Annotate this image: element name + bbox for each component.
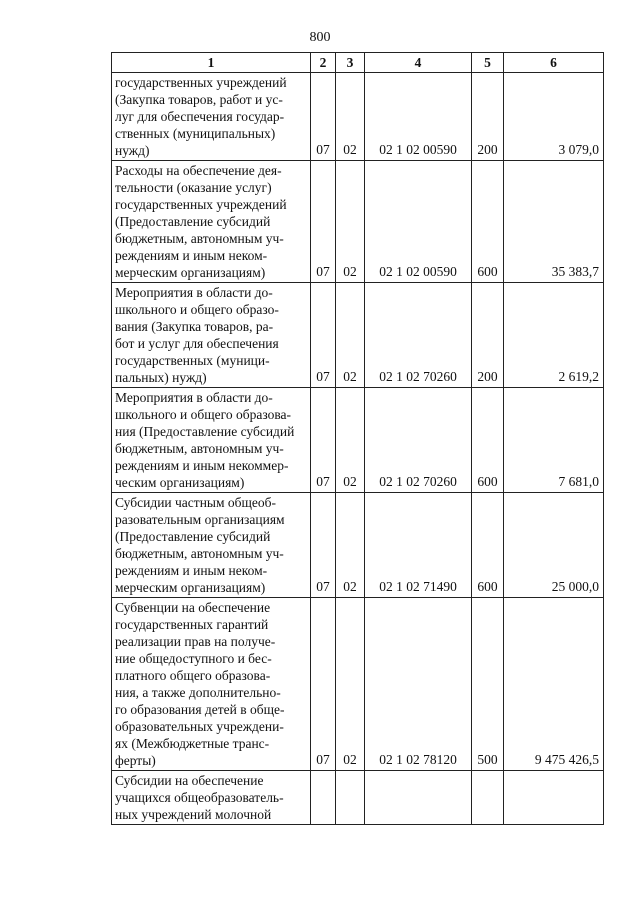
description-line: платного общего образова-: [115, 668, 271, 683]
description-line: (Закупка товаров, работ и ус-: [115, 92, 283, 107]
description-line: Субвенции на обеспечение: [115, 600, 271, 615]
table-body: [112, 73, 604, 825]
subsection-code: 02: [336, 283, 365, 388]
description-line: тельности (оказание услуг): [115, 180, 272, 195]
expense-type-code: 200: [472, 283, 504, 388]
description-line: бюджетным, автономным уч-: [115, 546, 284, 561]
description-line: ния, а также дополнительно-: [115, 685, 281, 700]
row-description: [112, 283, 311, 388]
table-row: [112, 283, 604, 388]
description-line: Мероприятия в области до-: [115, 390, 273, 405]
description-line: (Предоставление субсидий: [115, 529, 271, 544]
section-code: 07: [311, 493, 336, 598]
description-line: Мероприятия в области до-: [115, 285, 273, 300]
row-description: [112, 598, 311, 771]
table-row: [112, 598, 604, 771]
description-line: школьного и общего образо-: [115, 302, 279, 317]
description-line: государственных (муници-: [115, 353, 270, 368]
table-row: [112, 161, 604, 283]
description-line: школьного и общего образова-: [115, 407, 292, 422]
description-line: бюджетным, автономным уч-: [115, 441, 284, 456]
header-col-4: 4: [365, 53, 472, 73]
description-line: реализации прав на получе-: [115, 634, 276, 649]
expense-type-code: 600: [472, 388, 504, 493]
section-code: [311, 771, 336, 825]
expense-type-code: 600: [472, 493, 504, 598]
description-line: го образования детей в обще-: [115, 702, 285, 717]
page-number: 800: [309, 30, 331, 45]
description-line: ферты): [115, 753, 156, 768]
section-code: 07: [311, 598, 336, 771]
description-line: реждениям и иным некоммер-: [115, 458, 289, 473]
amount-value: 9 475 426,5: [504, 598, 604, 771]
description-line: луг для обеспечения государ-: [115, 109, 285, 124]
target-article-code: 02 1 02 70260: [365, 388, 472, 493]
header-col-6: 6: [504, 53, 604, 73]
description-line: Субсидии на обеспечение: [115, 773, 264, 788]
description-line: ние общедоступного и бес-: [115, 651, 272, 666]
section-code: 07: [311, 161, 336, 283]
row-description: [112, 388, 311, 493]
subsection-code: 02: [336, 388, 365, 493]
description-line: государственных учреждений: [115, 75, 287, 90]
section-code: 07: [311, 283, 336, 388]
description-line: (Предоставление субсидий: [115, 214, 271, 229]
table-row: [112, 388, 604, 493]
description-line: реждениям и иным неком-: [115, 248, 268, 263]
amount-value: 35 383,7: [504, 161, 604, 283]
subsection-code: 02: [336, 598, 365, 771]
amount-value: 25 000,0: [504, 493, 604, 598]
expense-type-code: [472, 771, 504, 825]
target-article-code: [365, 771, 472, 825]
description-line: ческим организациям): [115, 475, 245, 490]
description-line: учащихся общеобразователь-: [115, 790, 284, 805]
description-line: пальных) нужд): [115, 370, 207, 385]
description-line: ных учреждений молочной: [115, 807, 272, 822]
target-article-code: 02 1 02 00590: [365, 161, 472, 283]
target-article-code: 02 1 02 70260: [365, 283, 472, 388]
expense-type-code: 500: [472, 598, 504, 771]
row-description: [112, 73, 311, 161]
table-header-row: [112, 53, 604, 73]
description-line: нужд): [115, 143, 150, 158]
description-line: мерческим организациям): [115, 265, 266, 280]
subsection-code: 02: [336, 73, 365, 161]
amount-value: 3 079,0: [504, 73, 604, 161]
target-article-code: 02 1 02 78120: [365, 598, 472, 771]
description-line: ях (Межбюджетные транс-: [115, 736, 270, 751]
subsection-code: [336, 771, 365, 825]
description-line: государственных учреждений: [115, 197, 287, 212]
description-line: бюджетным, автономным уч-: [115, 231, 284, 246]
header-col-1: 1: [112, 53, 311, 73]
section-code: 07: [311, 388, 336, 493]
description-line: ния (Предоставление субсидий: [115, 424, 295, 439]
amount-value: [504, 771, 604, 825]
table-row: [112, 493, 604, 598]
row-description: [112, 771, 311, 825]
table-row: [112, 73, 604, 161]
description-line: образовательных учреждени-: [115, 719, 284, 734]
table-row: [112, 771, 604, 825]
description-line: Расходы на обеспечение дея-: [115, 163, 282, 178]
header-col-3: 3: [336, 53, 365, 73]
description-line: ственных (муниципальных): [115, 126, 276, 141]
description-line: реждениям и иным неком-: [115, 563, 268, 578]
row-description: [112, 161, 311, 283]
section-code: 07: [311, 73, 336, 161]
description-line: Субсидии частным общеоб-: [115, 495, 277, 510]
expense-type-code: 600: [472, 161, 504, 283]
target-article-code: 02 1 02 71490: [365, 493, 472, 598]
expense-type-code: 200: [472, 73, 504, 161]
budget-table: [111, 52, 604, 825]
description-line: вания (Закупка товаров, ра-: [115, 319, 274, 334]
description-line: государственных гарантий: [115, 617, 269, 632]
subsection-code: 02: [336, 161, 365, 283]
header-col-2: 2: [311, 53, 336, 73]
amount-value: 2 619,2: [504, 283, 604, 388]
description-line: разовательным организациям: [115, 512, 285, 527]
amount-value: 7 681,0: [504, 388, 604, 493]
target-article-code: 02 1 02 00590: [365, 73, 472, 161]
header-col-5: 5: [472, 53, 504, 73]
description-line: мерческим организациям): [115, 580, 266, 595]
description-line: бот и услуг для обеспечения: [115, 336, 279, 351]
subsection-code: 02: [336, 493, 365, 598]
row-description: [112, 493, 311, 598]
